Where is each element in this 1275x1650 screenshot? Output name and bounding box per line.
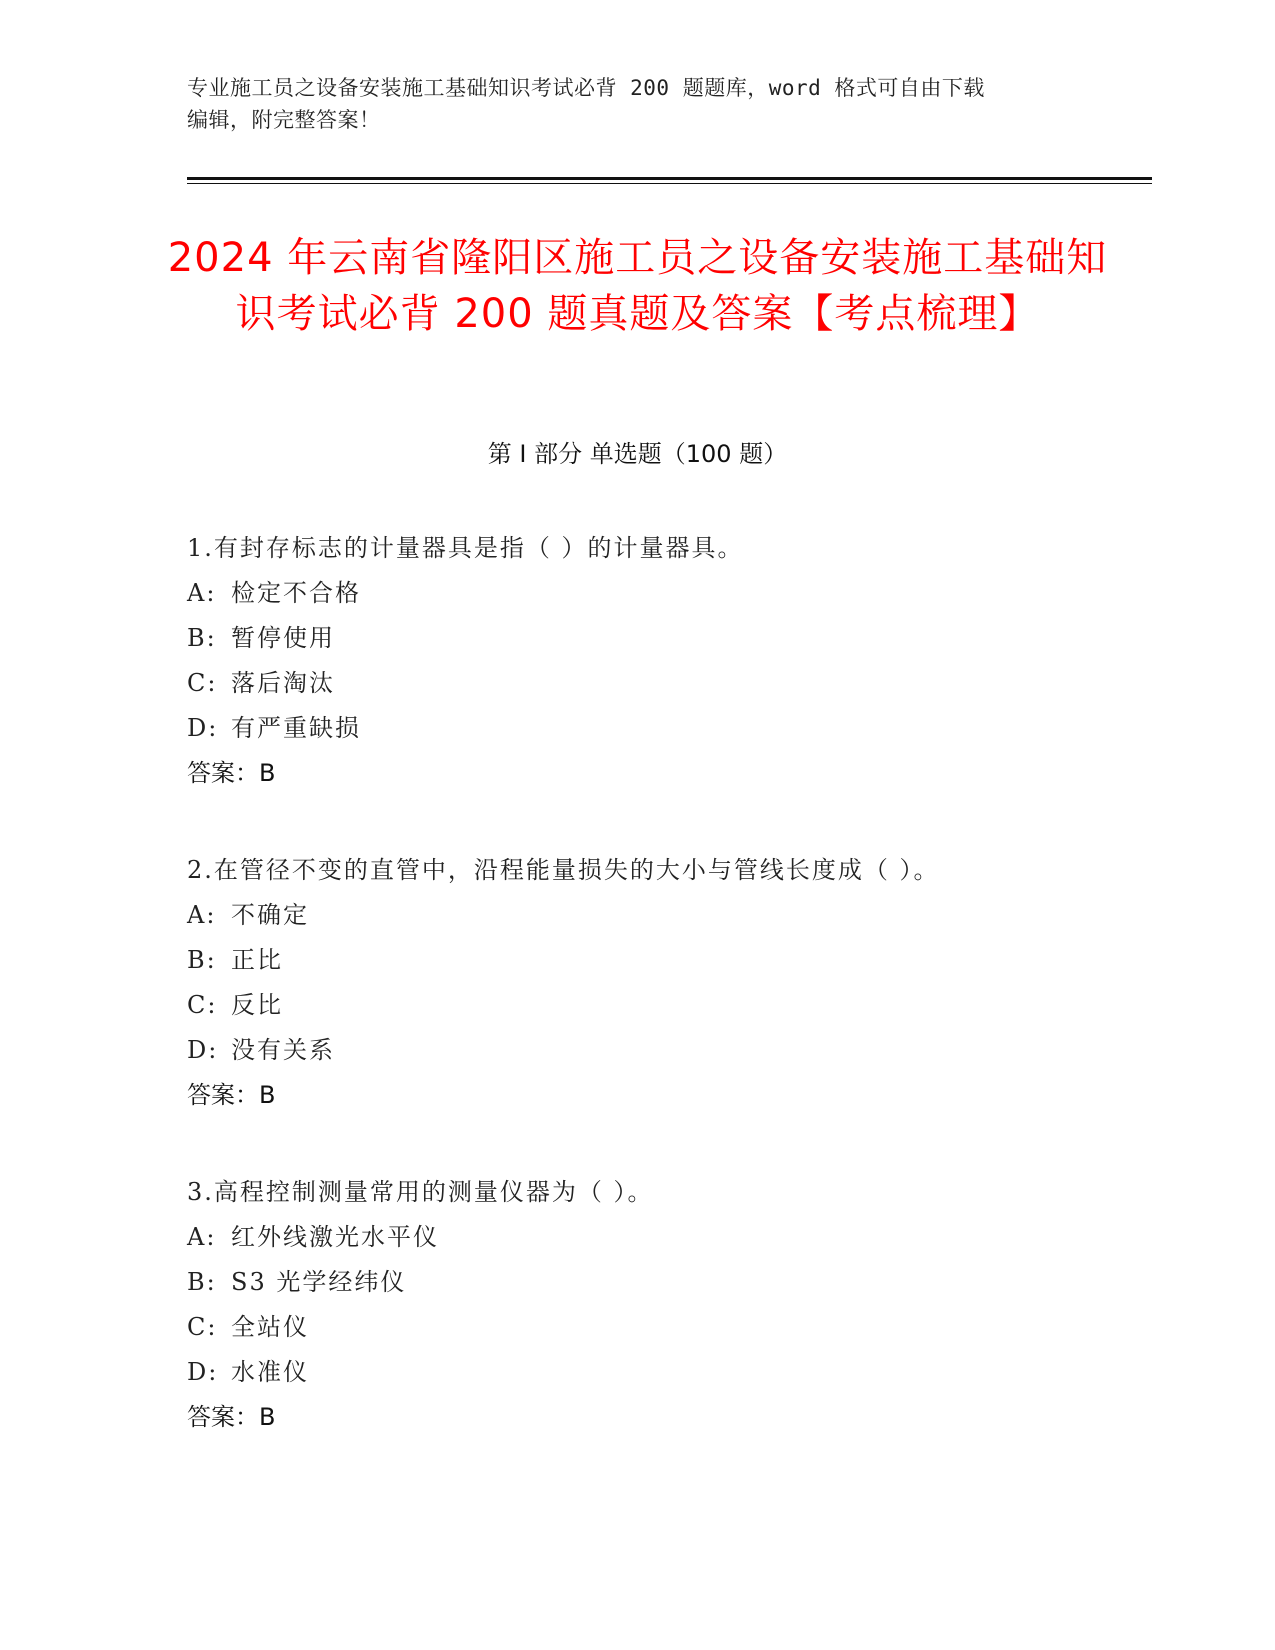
option-d bbox=[187, 1350, 1147, 1395]
option-letter: D: bbox=[187, 714, 219, 742]
option-letter: A: bbox=[187, 579, 217, 607]
option-text: 反比 bbox=[231, 991, 283, 1019]
question-stem: 2.在管径不变的直管中，沿程能量损失的大小与管线长度成（ ）。 bbox=[187, 856, 940, 884]
option-a bbox=[187, 893, 1147, 938]
header-rule-thin bbox=[187, 183, 1152, 184]
option-c bbox=[187, 661, 1147, 706]
section-heading: 第 I 部分 单选题（100 题） bbox=[487, 440, 788, 468]
header-rule-thick bbox=[187, 177, 1152, 180]
option-text: 检定不合格 bbox=[231, 579, 361, 607]
option-letter: B: bbox=[187, 1268, 217, 1296]
option-letter: A: bbox=[187, 901, 217, 929]
option-letter: C: bbox=[187, 669, 218, 697]
question-list bbox=[187, 526, 1147, 1492]
option-b bbox=[187, 616, 1147, 661]
header-note-line-2: 编辑，附完整答案！ bbox=[187, 108, 381, 132]
option-letter: D: bbox=[187, 1358, 219, 1386]
option-text: 没有关系 bbox=[231, 1036, 335, 1064]
option-letter: C: bbox=[187, 991, 218, 1019]
option-letter: C: bbox=[187, 1313, 218, 1341]
header-note bbox=[187, 72, 1087, 136]
option-d bbox=[187, 1028, 1147, 1073]
option-text: 落后淘汰 bbox=[231, 669, 335, 697]
option-letter: B: bbox=[187, 624, 217, 652]
option-text: 水准仪 bbox=[231, 1358, 309, 1386]
option-d bbox=[187, 706, 1147, 751]
document-title: 2024 年云南省隆阳区施工员之设备安装施工基础知识考试必背 200 题真题及答案【考点梳理】 bbox=[167, 235, 1108, 337]
answer-line: 答案：B bbox=[187, 1403, 276, 1431]
option-b bbox=[187, 1260, 1147, 1305]
option-text: 暂停使用 bbox=[231, 624, 335, 652]
option-text: S3 光学经纬仪 bbox=[231, 1268, 407, 1296]
question-1 bbox=[187, 526, 1147, 796]
option-text: 不确定 bbox=[231, 901, 309, 929]
option-letter: A: bbox=[187, 1223, 217, 1251]
question-stem: 1.有封存标志的计量器具是指（ ）的计量器具。 bbox=[187, 534, 744, 562]
option-text: 正比 bbox=[231, 946, 283, 974]
option-letter: B: bbox=[187, 946, 217, 974]
option-text: 红外线激光水平仪 bbox=[231, 1223, 439, 1251]
question-3 bbox=[187, 1170, 1147, 1440]
option-b bbox=[187, 938, 1147, 983]
option-a bbox=[187, 1215, 1147, 1260]
option-c bbox=[187, 1305, 1147, 1350]
header-note-line-1: 专业施工员之设备安装施工基础知识考试必背 200 题题库，word 格式可自由下载 bbox=[187, 76, 985, 100]
question-2 bbox=[187, 848, 1147, 1118]
option-a bbox=[187, 571, 1147, 616]
answer-line: 答案：B bbox=[187, 1081, 276, 1109]
answer-line: 答案：B bbox=[187, 759, 276, 787]
question-stem: 3.高程控制测量常用的测量仪器为（ ）。 bbox=[187, 1178, 654, 1206]
option-text: 有严重缺损 bbox=[231, 714, 361, 742]
option-text: 全站仪 bbox=[231, 1313, 309, 1341]
option-letter: D: bbox=[187, 1036, 219, 1064]
option-c bbox=[187, 983, 1147, 1028]
